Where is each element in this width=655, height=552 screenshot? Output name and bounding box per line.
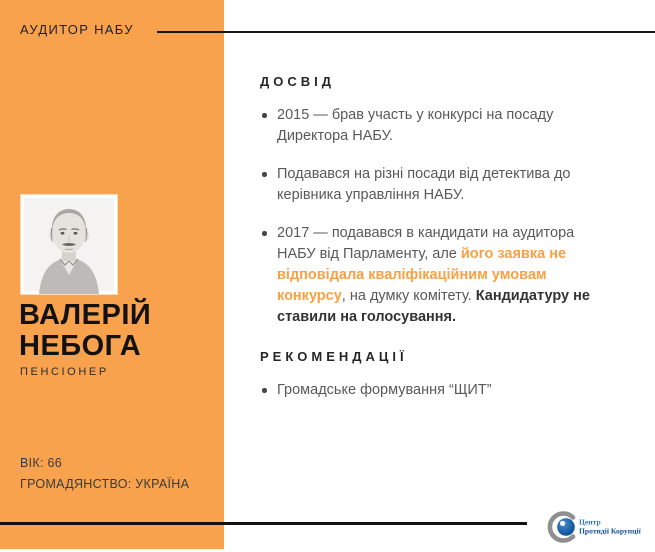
- profile-facts: [20, 453, 189, 495]
- recommendations-list: [260, 380, 592, 401]
- profile-role: ПЕНСІОНЕР: [20, 366, 109, 378]
- age-label: ВІК: 66: [20, 456, 63, 470]
- page-title: АУДИТОР НАБУ: [20, 22, 134, 37]
- highlighted-text: його заявка не відповідала кваліфікаційним умовам конкурсу: [277, 246, 567, 304]
- experience-heading: ДОСВІД: [260, 74, 336, 89]
- eye-icon: [546, 507, 650, 547]
- top-divider-line: [157, 31, 655, 33]
- antac-logo: [546, 507, 650, 547]
- experience-item: Подавався на різні посади від детектива до керівника управління НАБУ.: [260, 164, 592, 206]
- profile-last-name: НЕБОГА: [19, 330, 142, 362]
- profile-first-name: ВАЛЕРІЙ: [19, 299, 152, 331]
- citizenship-label: ГРОМАДЯНСТВО: УКРАЇНА: [20, 477, 190, 491]
- logo-line2: Протидії Корупції: [579, 526, 641, 536]
- main-content: [260, 74, 592, 418]
- experience-item: 2017 — подавався в кандидати на аудитора НАБУ від Парламенту, але його заявка не відповідала кваліфікаційним умовам конкурсу, на думку комітету. Кандидатуру не ставили на голосування.: [260, 223, 592, 328]
- experience-list: [260, 105, 592, 328]
- recommendations-heading: РЕКОМЕНДАЦІЇ: [260, 349, 408, 364]
- portrait-illustration: [21, 195, 117, 294]
- experience-item: 2015 — брав участь у конкурсі на посаду Директора НАБУ.: [260, 105, 592, 147]
- bottom-divider-line: [0, 522, 527, 525]
- logo-line1: Центр: [579, 517, 601, 527]
- profile-photo: [21, 195, 117, 294]
- emphasized-text: Кандидатуру не ставили на голосування.: [277, 288, 590, 325]
- profile-name: [19, 300, 151, 362]
- recommendation-item: Громадське формування “ЩИТ”: [260, 380, 592, 401]
